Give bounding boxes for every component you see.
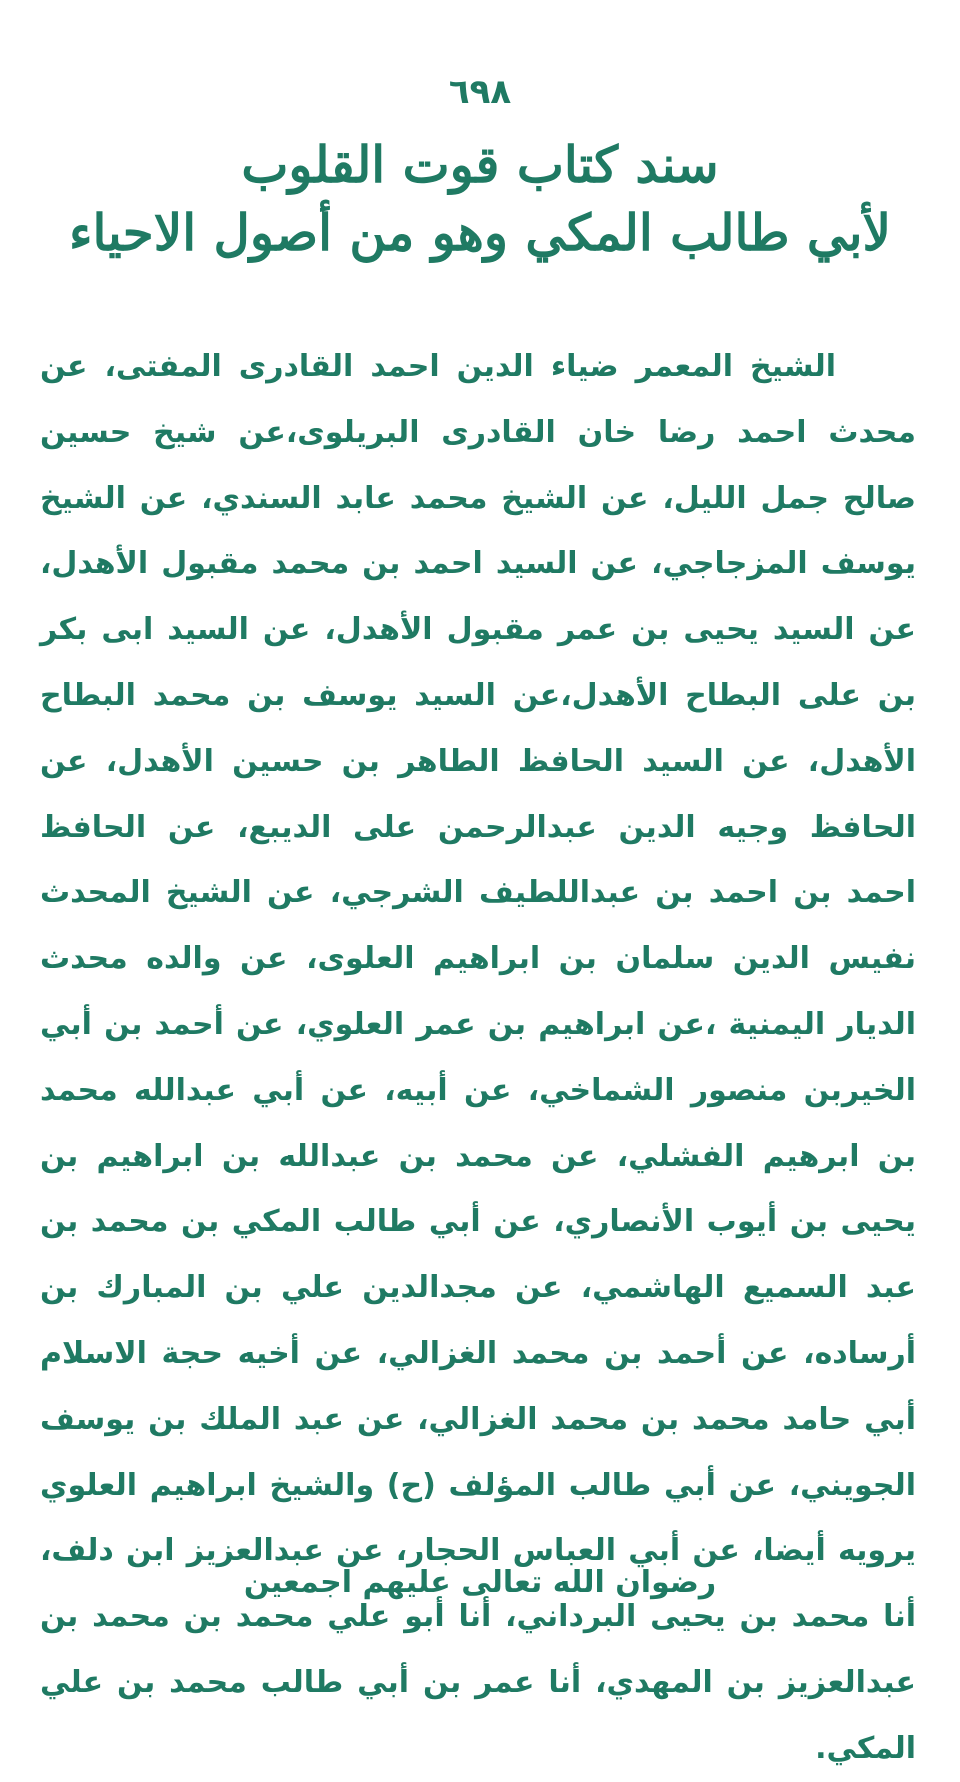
page-number: ٦٩٨ <box>448 72 512 112</box>
title-line-2: لأبي طالب المكي وهو من أصول الاحياء <box>68 203 892 262</box>
closing-line: رضوان الله تعالى عليهم اجمعين <box>243 1565 717 1600</box>
isnad-paragraph: الشيخ المعمر ضياء الدين احمد القادرى المفتى، عن محدث احمد رضا خان القادرى البريلوى،عن شيخ حسين صالح جمل الليل، عن الشيخ محمد عابد السندي، عن الشيخ يوسف المزجاجي، عن السيد احمد بن محمد مقبول الأهدل، عن السيد يحيى بن عمر مقبول الأهدل، عن السيد ابى بكر بن على البطاح الأهدل،عن السيد يوسف بن محمد البطاح الأهدل، عن السيد الحافظ الطاهر بن حسين الأهدل، عن الحافظ وجيه الدين عبدالرحمن على الديبع، عن الحافظ احمد بن احمد بن عبداللطيف الشرجي، عن الشيخ المحدث نفيس الدين سلمان بن ابراهيم العلوى، عن والده محدث الديار اليمنية ،عن ابراهيم بن عمر العلوي، عن أحمد بن أبي الخيربن منصور الشماخي، عن أبيه، عن أبي عبدالله محمد بن ابرهيم الفشلي، عن محمد بن عبدالله بن ابراهيم بن يحيى بن أيوب الأنصاري، عن أبي طالب المكي بن محمد بن عبد السميع الهاشمي، عن مجدالدين علي بن المبارك بن أرساده، عن أحمد بن محمد الغزالي، عن أخيه حجة الاسلام أبي حامد محمد بن محمد الغزالي، عن عبد الملك بن يوسف الجويني، عن أبي طالب المؤلف (ح) والشيخ ابراهيم العلوي يرويه أيضا، عن أبي العباس الحجار، عن عبدالعزيز ابن دلف، أنا محمد بن يحيى البرداني، أنا أبو علي محمد بن محمد بن عبدالعزيز بن المهدي، أنا عمر بن أبي طالب محمد بن علي المكي. <box>40 349 916 1766</box>
title-line-1: سند كتاب قوت القلوب <box>241 135 719 194</box>
